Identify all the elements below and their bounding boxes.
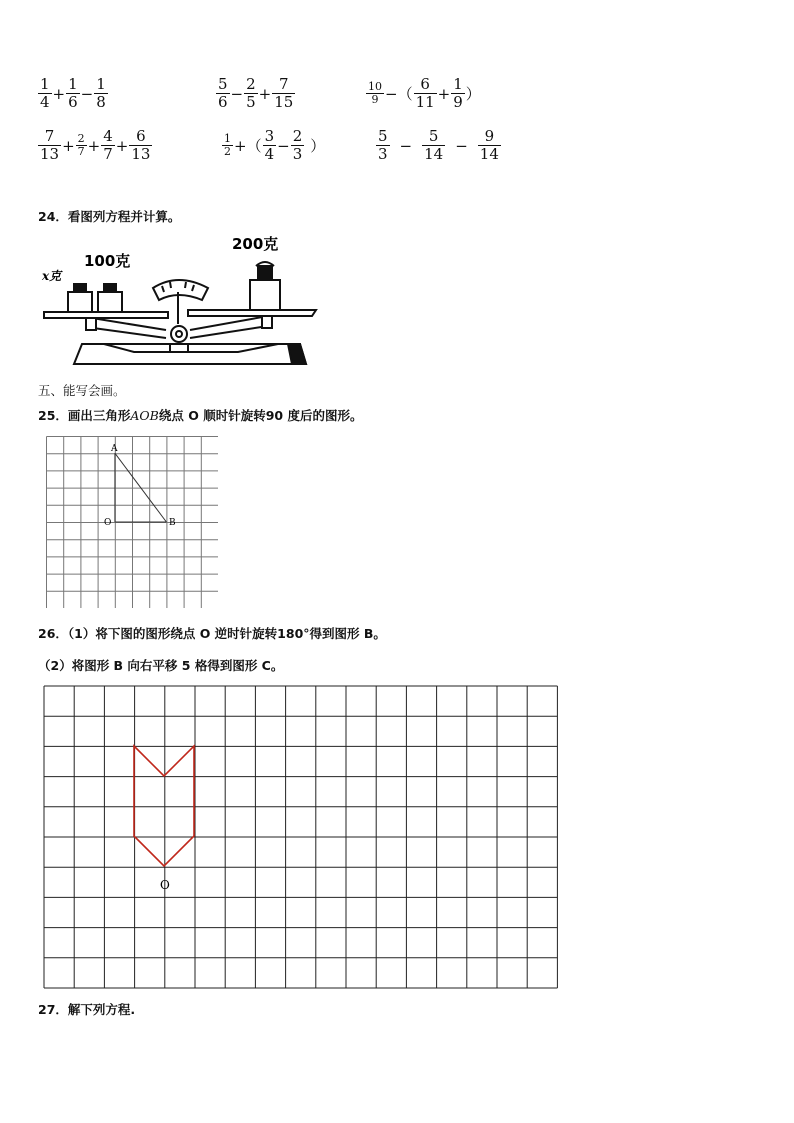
fraction: $\frac{5}{6}$ — [218, 75, 228, 112]
question-26-part-1: 26．（1）将下图的图形绕点 O 逆时针旋转180°得到图形 B。 — [38, 626, 386, 641]
200-gram-label: 200克 — [232, 235, 279, 253]
expression-6: $\frac{5}{3}$ − $\frac{5}{14}$ − $\frac{9}{14}$ — [378, 127, 499, 164]
fraction: $\frac{5}{3}$ — [378, 127, 388, 164]
expression-1: $\frac{1}{4}$ + $\frac{1}{6}$ − $\frac{1}{8}$ — [40, 75, 106, 112]
fraction: $\frac{2}{3}$ — [292, 127, 303, 164]
point-A-label: A — [111, 444, 118, 454]
fraction: $\frac{9}{14}$ — [479, 127, 499, 164]
fraction: $\frac{6}{13}$ — [131, 127, 151, 164]
x-gram-label: x克 — [42, 269, 62, 283]
rotation-grid-25 — [46, 436, 218, 608]
point-O-label: O — [104, 518, 112, 528]
fraction: $\frac{3}{4}$ — [264, 127, 275, 164]
fraction: $\frac{1}{8}$ — [96, 75, 106, 112]
fraction: $\frac{1}{2}$ — [224, 131, 231, 159]
fraction: $\frac{1}{9}$ — [453, 75, 463, 112]
fraction: $\frac{7}{13}$ — [40, 127, 60, 164]
question-24: 24．看图列方程并计算。 — [38, 209, 181, 224]
point-O-label: O — [160, 878, 170, 892]
question-25: 25．画出三角形AOB绕点 O 顺时针旋转90 度后的图形。 — [38, 408, 363, 423]
fraction: $\frac{2}{7}$ — [77, 131, 85, 159]
fraction: $\frac{5}{14}$ — [424, 127, 444, 164]
expression-3: $\frac{10}{9}$ −（ $\frac{6}{11}$ + $\frac{1}{9}$ ） — [368, 75, 481, 112]
section-5-heading: 五、能写会画。 — [38, 383, 126, 398]
balance-scale-illustration — [38, 232, 323, 374]
fraction: $\frac{10}{9}$ — [368, 79, 382, 107]
expression-4: $\frac{7}{13}$ + $\frac{2}{7}$ + $\frac{4}{7}$ + $\frac{6}{13}$ — [40, 127, 151, 164]
fraction: $\frac{7}{15}$ — [274, 75, 294, 112]
arrow-shape — [134, 746, 194, 866]
expression-2: $\frac{5}{6}$ − $\frac{2}{5}$ + $\frac{7}{15}$ — [218, 75, 294, 112]
question-26-part-2: （2）将图形 B 向右平移 5 格得到图形 C。 — [38, 658, 284, 673]
fraction: $\frac{1}{6}$ — [68, 75, 78, 112]
fraction: $\frac{6}{11}$ — [415, 75, 435, 112]
100-gram-label: 100克 — [84, 252, 131, 270]
fraction: $\frac{1}{4}$ — [40, 75, 50, 112]
transformation-grid-26 — [42, 685, 560, 990]
expression-5: $\frac{1}{2}$ +（ $\frac{3}{4}$ − $\frac{2}{3}$ ） — [224, 127, 326, 164]
fraction: $\frac{2}{5}$ — [246, 75, 256, 112]
fraction: $\frac{4}{7}$ — [103, 127, 113, 164]
point-B-label: B — [169, 518, 176, 528]
question-27: 27．解下列方程. — [38, 1002, 136, 1017]
